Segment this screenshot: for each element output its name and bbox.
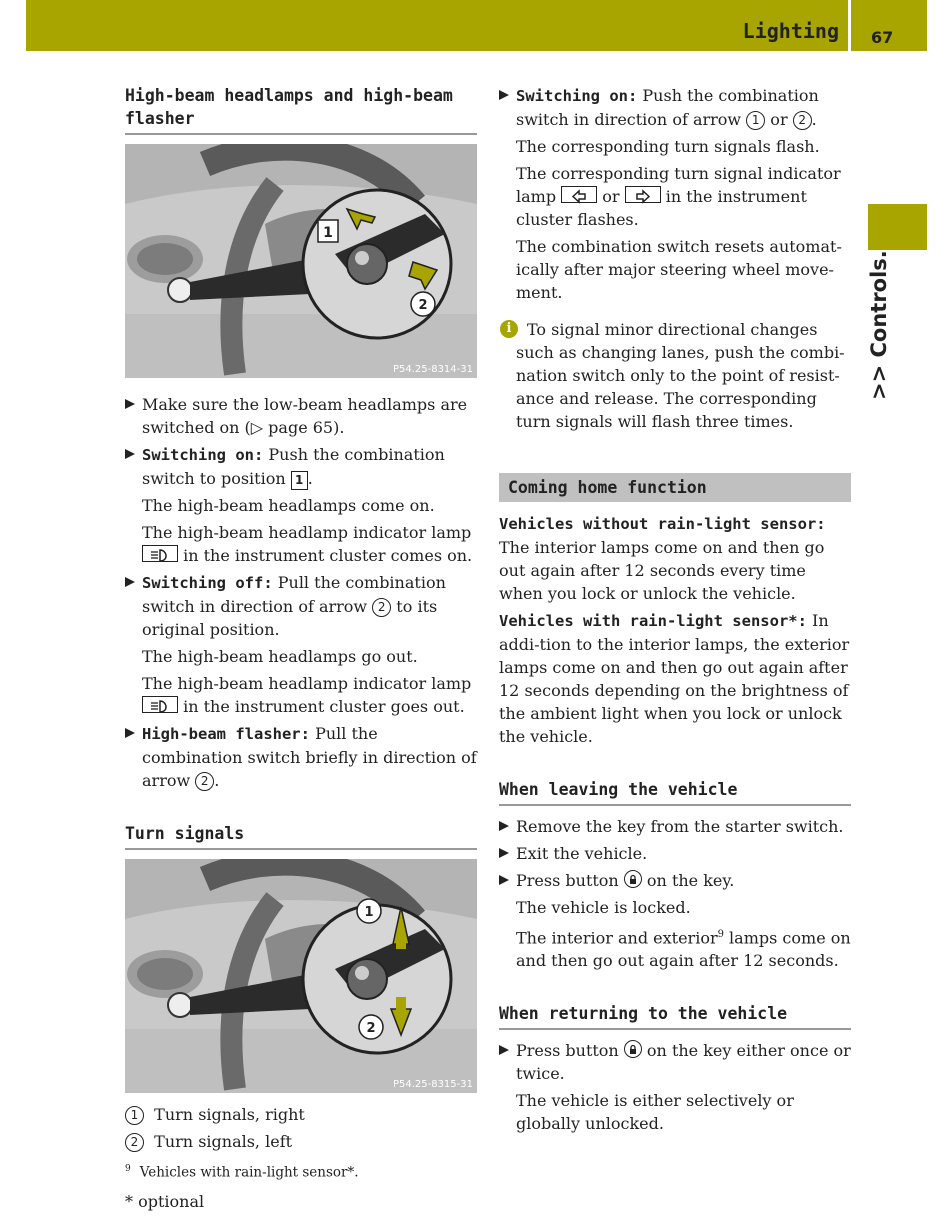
step-turn-signal-on [499, 84, 851, 131]
step-text-or: or [765, 110, 793, 129]
section-title-high-beam: High-beam headlamps and high-beam flasher [125, 84, 477, 135]
arrow-2-icon: 2 [793, 111, 812, 130]
paragraph-without-sensor [499, 512, 851, 605]
bullet-triangle-icon [125, 728, 135, 738]
arrow-2-icon: 2 [372, 598, 391, 617]
result-text-a: The high-beam headlamp indicator lamp [142, 674, 472, 693]
step-remove-key [499, 815, 851, 838]
section-title-leaving: When leaving the vehicle [499, 778, 851, 806]
step-text-end: . [307, 469, 313, 488]
section-tab [868, 204, 927, 250]
figure-legend [125, 1103, 477, 1153]
result-text [125, 521, 477, 567]
turn-signal-illustration [125, 859, 477, 1093]
step-press-lock [499, 869, 851, 892]
optional-note: * optional [125, 1192, 205, 1211]
paragraph-with-sensor [499, 609, 851, 748]
result-text-b: in the instrument cluster comes on. [178, 546, 473, 565]
chapter-title: Lighting [742, 19, 839, 43]
figure-code: P54.25-8314-31 [392, 364, 473, 375]
step-text: Press button [516, 1041, 624, 1061]
step-press-unlock [499, 1039, 851, 1085]
result-text [499, 162, 851, 231]
left-column [125, 84, 477, 1157]
turn-right-indicator-icon [625, 186, 661, 203]
result-text-a: The corresponding turn signal indicator lamp [516, 164, 841, 206]
result-text: The high-beam headlamps come on. [142, 496, 435, 515]
result-text-b: in the instrument cluster flashes. [516, 187, 807, 229]
callout-1: 1 [364, 905, 374, 920]
paragraph-text: In addi-tion to the interior lamps, the exterior lamps come on and then go out again after 12 seconds depending on the brightness of the ambient light when you lock or unlock the vehicle. [499, 611, 850, 746]
step-text: Remove the key from the starter switch. [516, 817, 844, 836]
result-text: The corresponding turn signals flash. [516, 137, 820, 156]
footnote-number: 9 [125, 1164, 131, 1174]
step-text: Pull the combination switch briefly in direction of arrow [142, 724, 477, 790]
step-label: Switching off: [142, 574, 273, 592]
step-high-beam-flasher [125, 722, 477, 792]
step-low-beam-check [125, 393, 477, 439]
arrow-2-icon: 2 [195, 772, 214, 791]
callout-2: 2 [366, 1021, 376, 1036]
high-beam-indicator-icon [142, 696, 178, 713]
figure-code: P54.25-8315-31 [392, 1079, 473, 1090]
step-text: Exit the vehicle. [516, 844, 648, 863]
step-switching-on [125, 443, 477, 490]
result-text-a: The high-beam headlamp indicator lamp [142, 523, 472, 542]
step-text-end: on the key either once or twice. [516, 1041, 851, 1084]
result-text-a: The interior and exterior [516, 928, 718, 948]
section-title-coming-home: Coming home function [499, 473, 851, 502]
result-text: The combination switch resets automat-ically after major steering wheel move-ment. [516, 237, 842, 302]
header-divider [848, 0, 851, 51]
info-icon: i [500, 320, 518, 338]
result-text: The high-beam headlamps go out. [142, 647, 418, 666]
figure-turn-signals [125, 859, 477, 1093]
step-text: Press button [516, 871, 624, 890]
paragraph-text: The interior lamps come on and then go out again after 12 seconds every time when you lock or unlock the vehicle. [499, 538, 825, 603]
page-header [26, 0, 927, 51]
result-text: The vehicle is locked. [516, 898, 691, 917]
right-column [499, 84, 851, 1139]
section-tab-label: >> Controls. [867, 250, 891, 400]
step-text: Push the combination switch in direction of arrow [516, 86, 819, 129]
bullet-triangle-icon [499, 821, 509, 831]
high-beam-indicator-icon [142, 545, 178, 562]
step-text-end: . [811, 110, 817, 129]
footnote-text: Vehicles with rain-light sensor*. [139, 1164, 359, 1181]
lock-button-icon [624, 870, 642, 888]
bullet-triangle-icon [499, 1045, 509, 1055]
section-tab-label-wrap [842, 250, 922, 400]
result-text-b: in the instrument cluster goes out. [178, 697, 465, 716]
unlock-button-icon [624, 1040, 642, 1058]
result-text [499, 923, 851, 972]
info-note [499, 318, 851, 433]
step-text-end: on the key. [641, 871, 735, 890]
result-text: The vehicle is either selectively or globally unlocked. [516, 1091, 794, 1134]
step-label: Switching on: [142, 446, 264, 464]
arrow-1-icon: 1 [746, 111, 765, 130]
step-text-end: . [214, 771, 220, 790]
paragraph-label: Vehicles without rain-light sensor: [499, 515, 826, 533]
legend-item [125, 1103, 477, 1126]
step-label: Switching on: [516, 87, 638, 105]
section-title-returning: When returning to the vehicle [499, 1002, 851, 1030]
figure-high-beam [125, 144, 477, 378]
callout-2: 2 [418, 298, 428, 313]
bullet-triangle-icon [499, 875, 509, 885]
bullet-triangle-icon [499, 848, 509, 858]
note-text: To signal minor directional changes such as changing lanes, push the combi-nation switch only to the point of resist-ance and release. The corresponding turn signals will flash three times. [516, 320, 845, 431]
bullet-triangle-icon [125, 577, 135, 587]
step-text: Make sure the low-beam headlamps are switched on (▷ page 65). [142, 395, 468, 437]
legend-text: Turn signals, right [154, 1105, 305, 1124]
step-switching-off [125, 571, 477, 641]
result-text-or: or [597, 187, 625, 206]
page-number: 67 [871, 28, 894, 47]
paragraph-label: Vehicles with rain-light sensor*: [499, 612, 807, 630]
step-text: Push the combination switch to position [142, 445, 445, 488]
legend-number: 2 [125, 1133, 144, 1152]
step-text: Pull the combination switch in direction of arrow [142, 573, 446, 616]
step-exit-vehicle [499, 842, 851, 865]
legend-item [125, 1130, 477, 1153]
bullet-triangle-icon [125, 399, 135, 409]
position-1-icon: 1 [291, 471, 308, 490]
result-text-b: lamps come on and then go out again after 12 seconds. [516, 928, 851, 971]
bullet-triangle-icon [499, 90, 509, 100]
footnote-ref: 9 [717, 929, 724, 940]
result-text [125, 672, 477, 718]
step-label: High-beam flasher: [142, 725, 310, 743]
steering-column-illustration [125, 144, 477, 378]
callout-1: 1 [323, 225, 333, 241]
step-text-end: to its original position. [142, 597, 438, 639]
bullet-triangle-icon [125, 449, 135, 459]
legend-text: Turn signals, left [154, 1132, 293, 1151]
section-title-turn-signals: Turn signals [125, 822, 477, 850]
footnote [125, 1158, 359, 1185]
turn-left-indicator-icon [561, 186, 597, 203]
legend-number: 1 [125, 1106, 144, 1125]
